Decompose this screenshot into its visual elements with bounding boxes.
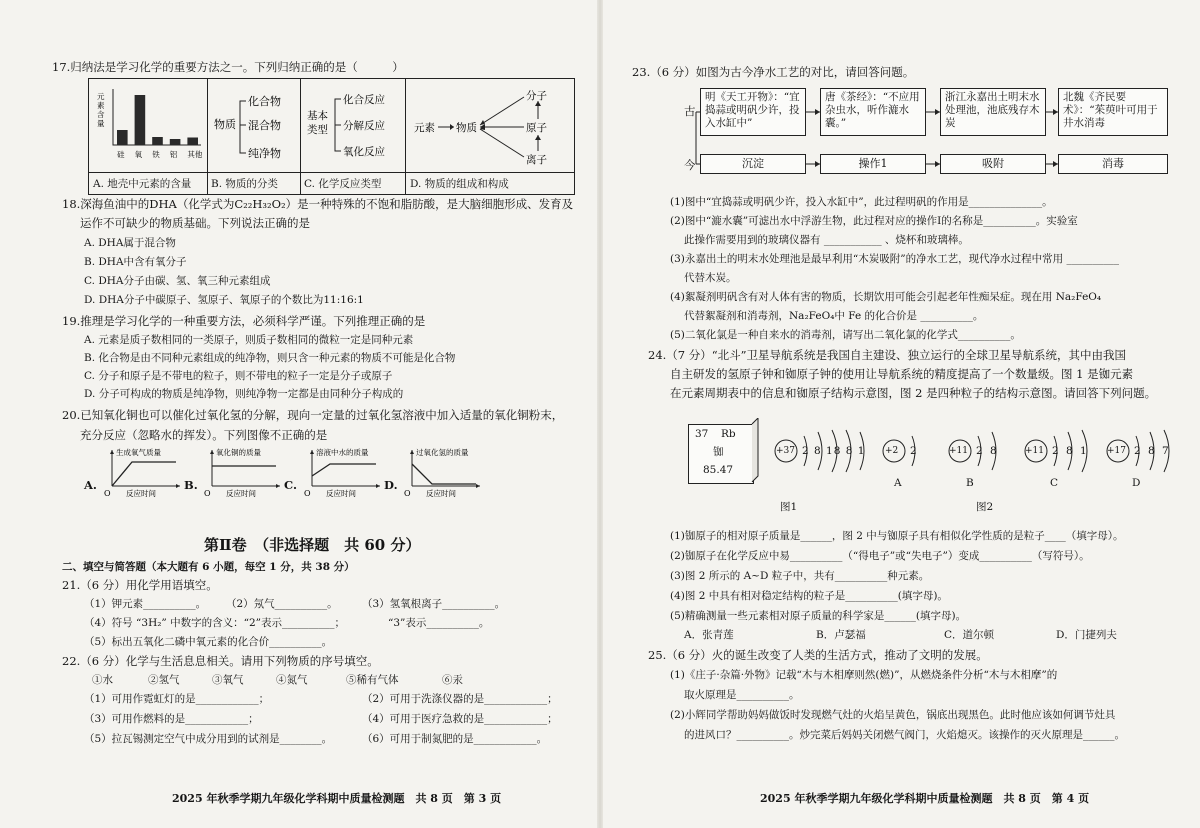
b-item: 混合物 (248, 119, 281, 132)
q17-chart-category: 其他 (187, 150, 203, 159)
q17-chart-bar (187, 138, 198, 146)
right-footer: 2025 年秋季学期九年级化学科期中质量检测题 共 8 页 第 4 页 (760, 792, 1090, 805)
c-root: 类型 (307, 124, 328, 136)
q23-diagram (676, 84, 1176, 180)
q23-sub4b: 代替絮凝剂和消毒剂，Na₂FeO₄中 Fe 的化合价是 __________。 (684, 310, 984, 322)
q23-sub4a: (4)絮凝剂明矾含有对人体有害的物质，长期饮用可能会引起老年性痴呆症。现在用 Na₂FeO₄ (670, 291, 1102, 303)
b-root: 物质 (214, 118, 236, 131)
particle-b-label: B (966, 477, 974, 489)
fig2-caption: 图2 (976, 501, 994, 513)
q23-modern-step-4: 消毒 (1058, 154, 1168, 174)
particle-b-nucleus: +11 (949, 446, 968, 456)
c-item: 氧化反应 (343, 146, 385, 158)
q19-option-c: C. 分子和原子是不带电的粒子，则不带电的粒子一定是分子或原子 (84, 370, 393, 382)
q25-sub2a: (2)小辉同学帮助妈妈做饭时发现燃气灶的火焰呈黄色，锅底出现黑色。此时他应该如何调节灶具 (670, 709, 1116, 721)
origin: O (104, 489, 111, 498)
q21-line1b: （2）氖气__________。 (226, 598, 338, 610)
q23-sub3b: 代替木炭。 (684, 272, 737, 284)
q18-option-c: C. DHA分子由碳、氢、氧三种元素组成 (84, 275, 271, 287)
q18-option-d: D. DHA分子中碳原子、氢原子、氧原子的个数比为11:16:1 (84, 294, 364, 306)
particle-c-shells: 2 8 1 (1052, 445, 1089, 457)
q17-a-bar-chart (89, 79, 207, 169)
q20-b-ylabel: 氧化铜的质量 (216, 448, 261, 457)
cell-3d-edge (746, 418, 760, 484)
c-item: 分解反应 (343, 120, 385, 132)
q20-a-label: A. (84, 478, 97, 492)
q24-stem-1: 24.（7 分）“北斗”卫星导航系统是我国自主建设、独立运行的全球卫星导航系统，其中由我国 (648, 348, 1127, 362)
q21-line3: （5）标出五氧化二磷中氧元素的化合价__________。 (84, 636, 333, 648)
q24-option-d: D．门捷列夫 (1056, 629, 1117, 641)
q22-substance: ①水 (92, 674, 113, 686)
q24-stem-3: 在元素周期表中的信息和铷原子结构示意图，图 2 是四种粒子的结构示意图。请回答下列问题。 (670, 386, 1157, 400)
q23-sub2b: 此操作需要用到的玻璃仪器有 ___________ 、烧杯和玻璃棒。 (684, 234, 969, 246)
q23-modern-step-2: 操作1 (820, 154, 926, 174)
particle-a (880, 426, 940, 489)
q17-chart-ylabel: 含 (97, 110, 105, 119)
q20-c-ylabel: 溶液中水的质量 (316, 448, 369, 457)
q22-line1a: （1）可用作霓虹灯的是____________； (84, 693, 270, 705)
q23-ancient-box-4: 北魏《齐民要术》：“茱萸叶可用于井水消毒 (1058, 88, 1168, 136)
q19-option-a: A. 元素是质子数相同的一类原子，则质子数相同的微粒一定是同种元素 (84, 334, 414, 346)
rb-symbol: Rb (721, 428, 736, 440)
q20-graph-b (204, 446, 284, 498)
q22-line3b: （6）可用于制氮肥的是____________。 (362, 733, 548, 745)
rb-name: 铷 (713, 446, 724, 458)
right-page (600, 0, 1200, 828)
particle-b (946, 426, 1016, 489)
q23-sub2a: (2)图中“漉水囊”可滤出水中浮游生物，此过程对应的操作Ⅰ的名称是__________。实验室 (670, 215, 1078, 227)
particle-d-label: D (1132, 477, 1141, 489)
q18-option-b: B. DHA中含有氧分子 (84, 256, 187, 268)
q19-stem: 19.推理是学习化学的一种重要方法，必须科学严谨。下列推理正确的是 (62, 314, 426, 328)
q24-sub4: (4)图 2 中具有相对稳定结构的粒子是__________(填字母)。 (670, 590, 948, 602)
q17-chart-bar (152, 137, 163, 145)
q22-line2b: （4）可用于医疗急救的是____________； (362, 713, 558, 725)
q24-option-c: C．道尔顿 (944, 629, 995, 641)
q24-sub1: (1)铷原子的相对原子质量是______，图 2 中与铷原子具有相似化学性质的是粒子____（填字母）。 (670, 530, 1124, 542)
rb-atomic-number: 37 (695, 428, 709, 440)
particle-a-label: A (894, 477, 902, 489)
q23-ancient-box-2: 唐《茶经》：“不应用杂虫水，听作漉水囊。” (820, 88, 926, 136)
q19-option-b: B. 化合物是由不同种元素组成的纯净物，则只含一种元素的物质不可能是化合物 (84, 352, 456, 364)
q17-caption-d: D. 物质的组成和构成 (406, 173, 575, 195)
q20-stem-1: 20.已知氧化铜也可以催化过氧化氢的分解，现向一定量的过氧化氢溶液中加入适量的氧化铜粉末， (62, 408, 564, 422)
q23-jin-label: 今 (684, 158, 696, 172)
q23-sub3a: (3)永嘉出土的明末水处理池是最早利用“木炭吸附”的净水工艺，现代净水过程中常用 __________ (670, 253, 1119, 265)
particle-c-label: C (1050, 477, 1059, 489)
b-item: 化合物 (248, 95, 281, 108)
q17-d-diagram (406, 79, 574, 169)
q18-option-a: A. DHA属于混合物 (84, 237, 176, 249)
q20-d-ylabel: 过氧化氢的质量 (416, 448, 469, 457)
q22-line1b: （2）可用于洗涤仪器的是____________； (362, 693, 558, 705)
q22-line2a: （3）可用作燃料的是____________； (84, 713, 259, 725)
q24-stem-2: 自主研发的氢原子钟和铷原子钟的使用让导航系统的精度提高了一个数量级。图 1 是铷元素 (670, 367, 1134, 381)
particle-c (1022, 426, 1102, 489)
q25-stem: 25.（6 分）火的诞生改变了人类的生活方式，推动了文明的发展。 (648, 648, 988, 662)
rb-atom-diagram (772, 426, 872, 476)
origin: O (304, 489, 311, 498)
q17-caption-c: C. 化学反应类型 (301, 173, 406, 195)
q17-chart-ylabel: 元 (97, 92, 105, 101)
q17-chart-ylabel: 量 (97, 119, 105, 128)
q17-stem: 17.归纳法是学习化学的重要方法之一。下列归纳正确的是（ ） (52, 60, 404, 74)
q25-sub1a: (1)《庄子·杂篇·外物》记载“木与木相摩则然(燃)”，从燃烧条件分析“木与木相摩”的 (670, 669, 1058, 681)
q20-d-xlabel: 反应时间 (426, 489, 456, 498)
q20-c-xlabel: 反应时间 (326, 489, 356, 498)
origin: O (204, 489, 211, 498)
q24-option-b: B．卢瑟福 (816, 629, 866, 641)
origin: O (404, 489, 411, 498)
q20-b-label: B. (184, 478, 198, 492)
d-item: 原子 (526, 122, 547, 134)
q22-substance: ②氢气 (148, 674, 180, 686)
q17-chart-ylabel: 素 (97, 101, 105, 110)
q22-substance: ③氧气 (212, 674, 244, 686)
q21-line1c: （3）氢氧根离子__________。 (362, 598, 506, 610)
rb-nucleus: +37 (776, 446, 795, 456)
q21-line1a: （1）钾元素__________。 (84, 598, 207, 610)
q17-caption-b: B. 物质的分类 (208, 173, 301, 195)
d-item: 分子 (526, 90, 547, 102)
q20-graph-a (104, 446, 184, 498)
d-mid: 物质 (456, 122, 477, 134)
particle-a-shells: 2 (910, 445, 917, 457)
particle-a-nucleus: +2 (885, 446, 899, 456)
q21-line2a: （4）符号 “3H₂” 中数字的含义：“2”表示__________； (84, 617, 346, 629)
q17-chart-bar (117, 130, 128, 145)
q20-c-label: C. (284, 478, 297, 492)
q20-b-xlabel: 反应时间 (226, 489, 256, 498)
particle-b-shells: 2 8 (976, 445, 999, 457)
q20-a-ylabel: 生成氧气质量 (116, 448, 161, 457)
q21-stem: 21.（6 分）用化学用语填空。 (62, 578, 218, 592)
q23-modern-step-3: 吸附 (940, 154, 1046, 174)
c-root: 基本 (307, 110, 328, 122)
q19-option-d: D. 分子可构成的物质是纯净物，则纯净物一定都是由同种分子构成的 (84, 388, 404, 400)
q17-b-diagram (208, 79, 300, 169)
q20-graphs (84, 446, 484, 498)
q24-sub2: (2)铷原子在化学反应中易__________（“得电子”或“失电子”）变成__________（写符号）。 (670, 550, 1090, 562)
b-item: 纯净物 (248, 147, 281, 160)
q23-ancient-box-3: 浙江永嘉出土明末水处理池，池底残存木炭 (940, 88, 1046, 136)
q17-chart-category: 硅 (117, 150, 125, 159)
q23-gu-label: 古 (684, 104, 696, 118)
q22-substance: ⑤稀有气体 (346, 674, 399, 686)
q22-stem: 22.（6 分）化学与生活息息相关。请用下列物质的序号填空。 (62, 654, 379, 668)
q20-a-xlabel: 反应时间 (126, 489, 156, 498)
q23-ancient-box-1: 明《天工开物》：“宜捣蒜或明矾少许，投入水缸中” (700, 88, 806, 136)
particle-d-shells: 2 8 7 (1134, 445, 1171, 457)
q23-sub5: (5)二氧化氯是一种自来水的消毒剂，请写出二氧化氯的化学式__________。 (670, 329, 1021, 341)
q17-chart-category: 铁 (152, 150, 160, 159)
fig1-caption: 图1 (780, 501, 798, 513)
rb-shells: 2 8 18 8 1 (802, 445, 866, 457)
q20-graph-d (404, 446, 484, 498)
q17-chart-bar (170, 139, 181, 145)
q23-sub1: (1)图中“宜捣蒜或明矾少许，投入水缸中”，此过程明矾的作用是______________。 (670, 196, 1053, 208)
q24-sub5: (5)精确测量一些元素相对原子质量的科学家是______(填字母)。 (670, 610, 967, 622)
q18-stem-2: 运作不可缺少的物质基础。下列说法正确的是 (80, 216, 310, 230)
q22-substance: ④氮气 (276, 674, 308, 686)
q21-line2b: “3”表示__________。 (388, 617, 490, 629)
q23-modern-step-1: 沉淀 (700, 154, 806, 174)
q17-options-table (88, 78, 575, 195)
particle-d (1104, 426, 1184, 489)
q17-chart-category: 铝 (169, 150, 178, 159)
q20-graph-c (304, 446, 384, 498)
q20-d-label: D. (384, 478, 398, 492)
rb-periodic-cell (688, 424, 754, 484)
q17-chart-category: 氧 (134, 150, 143, 159)
q24-figures (684, 414, 1171, 520)
q17-caption-a: A. 地壳中元素的含量 (89, 173, 208, 195)
q22-substance: ⑥汞 (442, 674, 463, 686)
d-left: 元素 (414, 122, 435, 134)
q17-c-diagram (301, 79, 405, 169)
c-item: 化合反应 (343, 94, 385, 106)
q24-option-a: A．张青莲 (684, 629, 734, 641)
particle-c-nucleus: +11 (1025, 446, 1044, 456)
particle-d-nucleus: +17 (1107, 446, 1126, 456)
q25-sub1b: 取火原理是__________。 (684, 689, 800, 701)
d-item: 离子 (526, 154, 547, 166)
left-footer: 2025 年秋季学期九年级化学科期中质量检测题 共 8 页 第 3 页 (172, 792, 502, 805)
rb-mass: 85.47 (703, 464, 734, 476)
q17-chart-bar (135, 95, 146, 145)
part2-title: 第Ⅱ卷 （非选择题 共 60 分） (204, 536, 421, 554)
section-2-heading: 二、填空与简答题（本大题有 6 小题，每空 1 分，共 38 分） (62, 561, 355, 573)
q18-stem-1: 18.深海鱼油中的DHA（化学式为C₂₂H₃₂O₂）是一种特殊的不饱和脂肪酸，是大脑细胞形成、发育及 (62, 197, 574, 211)
q25-sub2b: 的进风口？__________。炒完菜后妈妈关闭燃气阀门，火焰熄灭。该操作的灭火原理是______。 (684, 729, 1125, 741)
q24-sub3: (3)图 2 所示的 A~D 粒子中，共有__________种元素。 (670, 570, 930, 582)
q20-stem-2: 充分反应（忽略水的挥发）。下列图像不正确的是 (80, 428, 328, 442)
q23-stem: 23.（6 分）如图为古今净水工艺的对比，请回答问题。 (632, 65, 915, 79)
q22-line3a: （5）拉瓦锡测定空气中成分用到的试剂是________。 (84, 733, 333, 745)
